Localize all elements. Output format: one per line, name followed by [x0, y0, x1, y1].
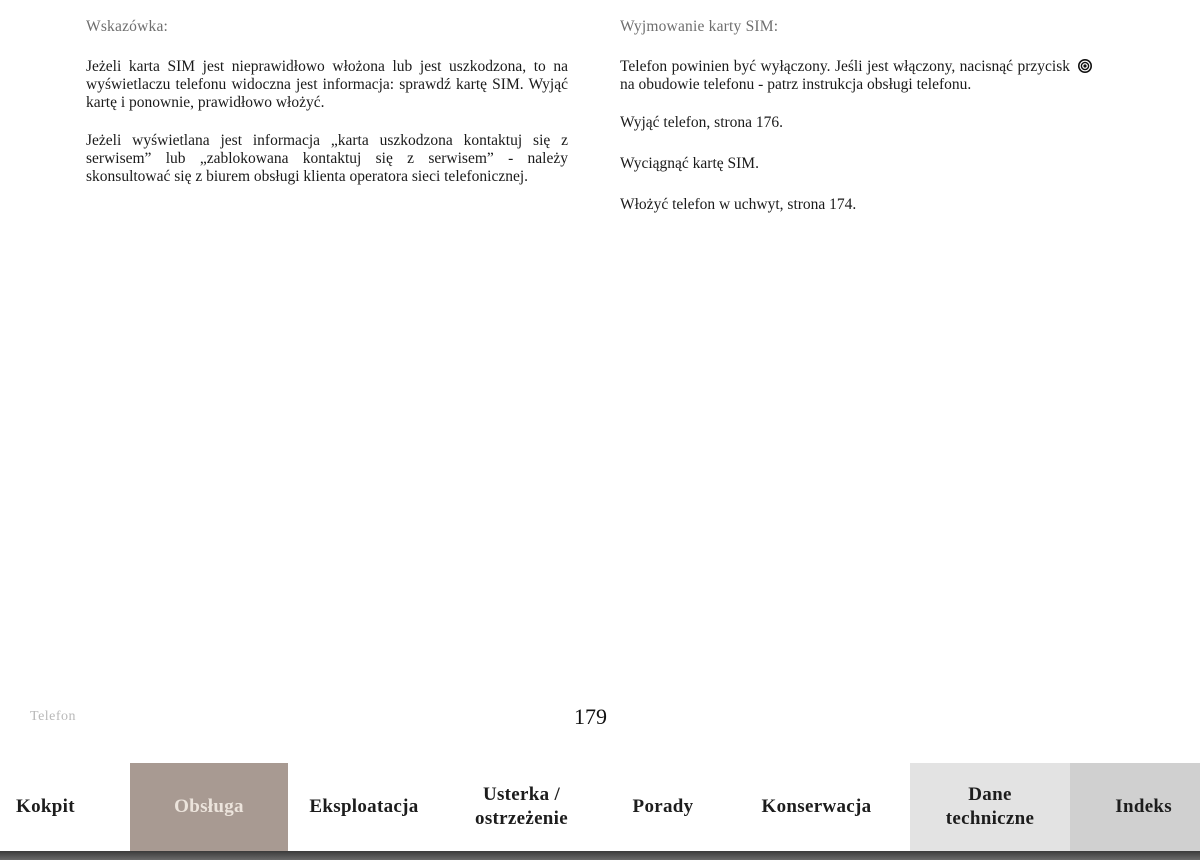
- tip-paragraph-1: Jeżeli karta SIM jest nieprawidłowo włożona lub jest uszkodzona, to na wyświetlaczu telefonu widoczna jest informacja: sprawdź kartę SIM. Wyjąć kartę i ponownie, prawidłowo włożyć.: [86, 58, 568, 111]
- step-pull-sim: Wyciągnąć kartę SIM.: [620, 155, 759, 172]
- tab-porady[interactable]: [603, 763, 723, 851]
- step-insert-phone: Włożyć telefon w uchwyt, strona 174.: [620, 196, 857, 213]
- tab-porady-label: Porady: [632, 796, 694, 817]
- tip-paragraph-2: Jeżeli wyświetlana jest informacja „karta uszkodzona kontaktuj się z serwisem” lub „zablokowana kontaktuj się z serwisem” - należy skonsultować się z biurem obsługi klienta operatora sieci telefonicznej.: [86, 132, 568, 185]
- remove-sim-heading: Wyjmowanie karty SIM:: [620, 18, 779, 35]
- tab-konserwacja[interactable]: [723, 763, 910, 851]
- remove-sim-paragraph-1: [620, 58, 1102, 94]
- right-column: [620, 18, 1102, 237]
- chapter-navigation-bar: [0, 763, 1200, 851]
- bottom-rule: [0, 851, 1200, 860]
- tab-eksploatacja[interactable]: [288, 763, 440, 851]
- tab-kokpit-label: Kokpit: [16, 796, 75, 817]
- tab-dane-techniczne[interactable]: [910, 763, 1070, 851]
- paragraph-text-before-icon: Telefon powinien być wyłączony. Jeśli jest włączony, nacisnąć przycisk: [620, 58, 1070, 75]
- tab-usterka[interactable]: [440, 763, 603, 851]
- tab-obsluga-label: Obsługa: [174, 796, 244, 817]
- tab-usterka-label-line-2: ostrzeżenie: [475, 808, 568, 829]
- tab-dane-label-line-2: techniczne: [945, 808, 1035, 829]
- power-button-icon: [1078, 59, 1092, 73]
- tab-dane-label-line-1: Dane: [968, 784, 1012, 805]
- tab-indeks[interactable]: [1070, 763, 1200, 851]
- tab-obsluga[interactable]: [130, 763, 288, 851]
- tab-kokpit[interactable]: [0, 763, 130, 851]
- section-label: Telefon: [30, 709, 77, 724]
- tab-konserwacja-label: Konserwacja: [761, 796, 872, 817]
- paragraph-text-after-icon: na obudowie telefonu - patrz instrukcja obsługi telefonu.: [620, 76, 972, 93]
- tab-usterka-label-line-1: Usterka /: [482, 784, 561, 805]
- tab-indeks-label: Indeks: [1115, 796, 1172, 817]
- page-number: 179: [574, 704, 607, 729]
- step-remove-phone: Wyjąć telefon, strona 176.: [620, 114, 784, 131]
- tip-heading: Wskazówka:: [86, 18, 169, 35]
- left-column: [86, 18, 568, 206]
- tab-eksploatacja-label: Eksploatacja: [309, 796, 419, 817]
